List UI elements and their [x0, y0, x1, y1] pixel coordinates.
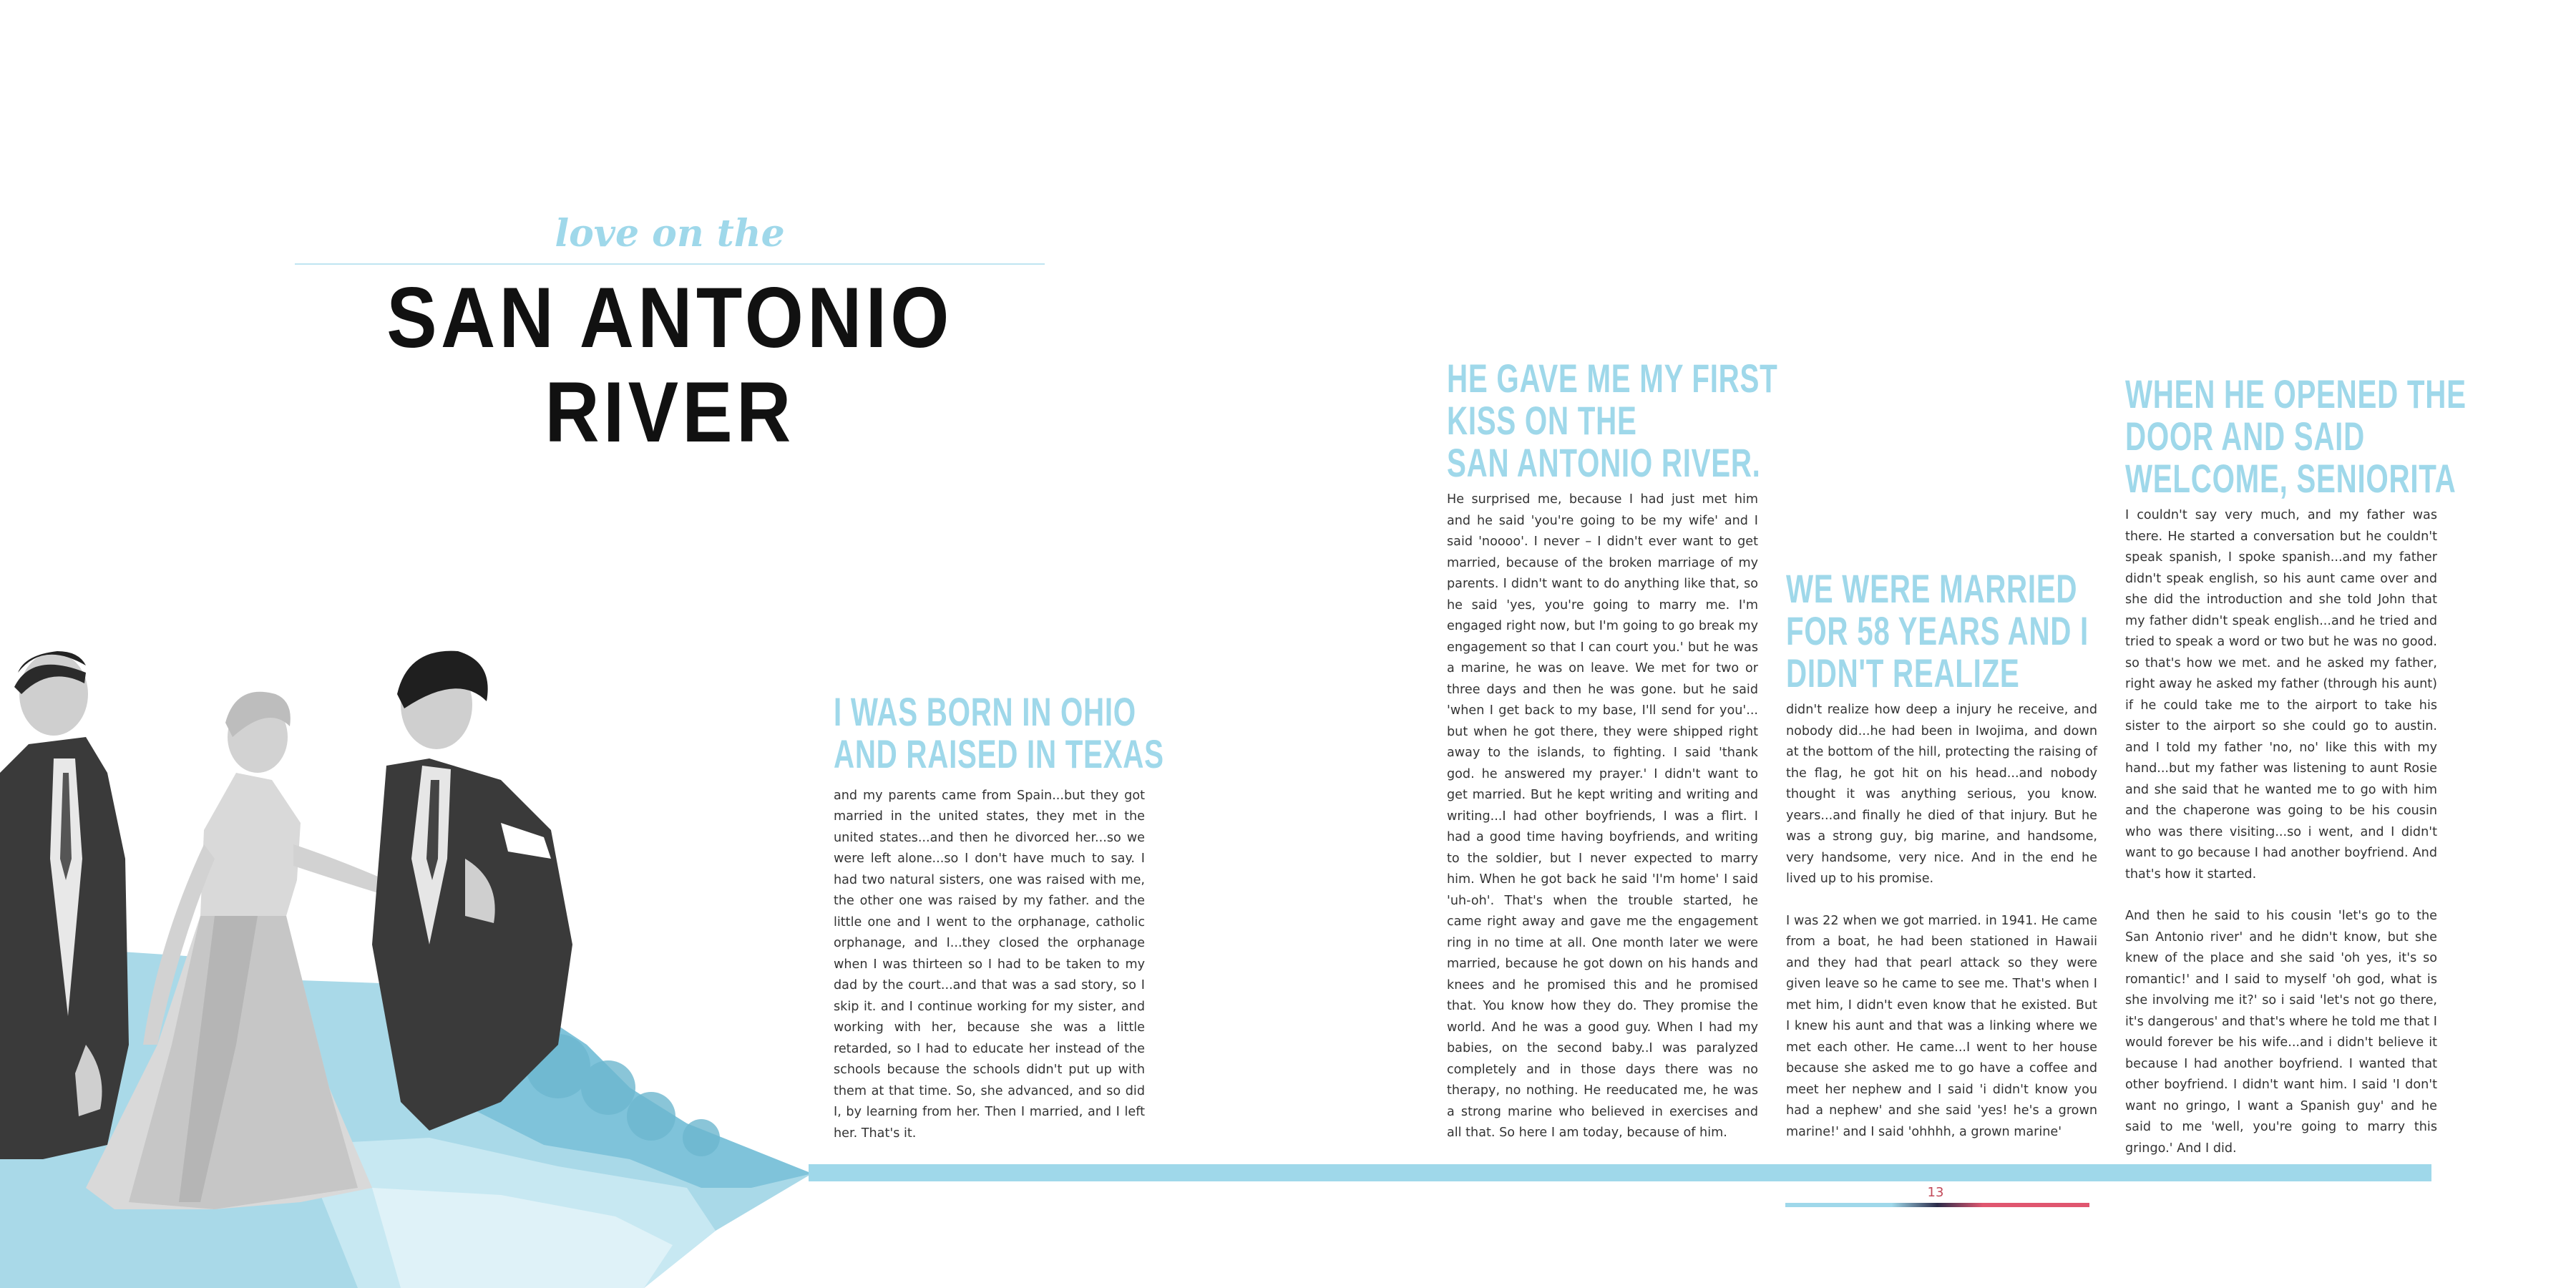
ground-bar — [809, 1164, 2431, 1181]
heading-line: WELCOME, SENIORITA — [2125, 455, 2457, 501]
page-title: SAN ANTONIO RIVER — [386, 270, 953, 460]
story-section-born-in-ohio — [834, 689, 1164, 1165]
section-body — [834, 786, 1145, 1145]
heading-line: FOR 58 YEARS AND I — [1786, 608, 2089, 653]
title-divider — [295, 263, 1045, 265]
section-heading — [1447, 356, 1778, 485]
heading-line: SAN ANTONIO RIVER. — [1447, 439, 1761, 485]
heading-line: DIDN'T REALIZE — [1786, 650, 2020, 696]
story-section-welcome-senorita — [2125, 371, 2467, 1180]
story-section-married-58-years — [1786, 568, 2097, 1163]
page-number-rule — [1785, 1203, 2089, 1207]
heading-line: I WAS BORN IN OHIO — [834, 689, 1136, 734]
section-body — [1786, 700, 2097, 1143]
heading-line: KISS ON THE — [1447, 397, 1637, 443]
body-paragraph: He surprised me, because I had just met him and he said 'you're going to be my wife' and I said 'noooo'. I never – I didn't ever want to get married, because of the broken marriage of my parents. I didn't want to do anything like that, so he said 'yes, you're going to marry me. I'm engaged right now, but I'm going to go break my engagement so that I can court you.' but he was a marine, he was on leave. We met for two or three days and then he was gone. but he said 'when I get back to my base, I'll send for you'... but when he got there, they were shipped right away to the islands, to fighting. I said 'thank god. he answered my prayer.' I didn't want to get married. But he kept writing and writing and writing...I had other boyfriends, I was a flirt. I had a good time having boyfriends, and writing to the soldier, but I never expected to marry him. When he got back he said 'I'm home' I said 'uh-oh'. That's when the trouble started, he came right away and gave me the engagement ring in no time at all. One month later we were married, because he got down on his hands and knees and he promised this and he promised that. You know how they do. They promise the world. And he was a good guy. When I had my babies, on the second baby..I was paralyzed completely and in those days there was no therapy, no nothing. He reeducated me, he was a strong marine who believed in exercises and all that. So here I am today, because of him. — [1447, 492, 1758, 1141]
section-heading — [834, 689, 1164, 776]
heading-line: AND RAISED IN TEXAS — [834, 731, 1164, 776]
body-paragraph: And then he said to his cousin 'let's go to the San Antonio river' and he didn't know, but she knew of the place and she said 'oh yes, it's so romantic!' and I said to myself 'oh god, what is she involving me it?' so i said 'let's not go there, it's dangerous' and that's where he told me that I would forever be his wife...and i didn't believe it because I had another boyfriend. I wanted that other boyfriend. I didn't want him. I said 'I don't want no gringo, I want a Spanish guy' and he said to me 'well, you're going to marry this gringo.' And I did. — [2125, 909, 2437, 1156]
section-heading — [2125, 371, 2467, 501]
heading-line: WHEN HE OPENED THE — [2125, 371, 2467, 416]
body-paragraph: I couldn't say very much, and my father was there. He started a conversation but he couldn't speak spanish, I spoke spanish...and my father didn't speak english, so his aunt came over and she did the introduction and she told John that my father didn't speak english...and he tried and tried to speak a word or two but he was no good. so that's how we met. and he asked my father, right away he asked my father (through his aunt) if he could take me to the airport to take his sister to the airport so she could go to austin. and I told my father 'no, no' like this with my hand...but my father was listening to aunt Rosie and she said that he wanted me to go with him and the chaperone was going to be his cousin who was there visiting...so i went, and I didn't want to go because I had another boyfriend. And that's how it started. — [2125, 508, 2437, 882]
heading-line: HE GAVE ME MY FIRST — [1447, 356, 1778, 401]
section-heading — [1786, 566, 2089, 696]
body-paragraph: I was 22 when we got married. in 1941. He came from a boat, he had been stationed in Hawaii and they had that pearl attack so they were given leave so he came to see me. That's when I met him, I didn't even know that he existed. But I knew his aunt and that was a linking where we met each other. He came...I went to her house because she asked me to go have a coffee and meet her nephew and I said 'i didn't know you had a nephew' and she said 'yes! he's a grown marine!' and I said 'ohhhh, a grown marine' — [1786, 913, 2097, 1139]
vintage-couple-river-illustration — [0, 644, 830, 1288]
section-body — [2125, 505, 2437, 1159]
heading-line: DOOR AND SAID — [2125, 413, 2365, 459]
body-paragraph: didn't realize how deep a injury he receive, and nobody did...he had been in Iwojima, and down at the bottom of the hill, protecting the raising of the flag, he got hit on his head...and nobody thought it was anything serious, you know. years...and finally he died of that injury. But he was a strong guy, big marine, and handsome, very handsome, very nice. And in the end he lived up to his promise. — [1786, 703, 2097, 887]
body-paragraph: and my parents came from Spain...but they got married in the united states, they met in the united states...and then he divorced her...so we were left alone...so I don't have much to say. I had two natural sisters, one was raised with me, the other one was raised by my father. and the little one and I went to the orphanage, catholic orphanage, and I...they closed the orphanage when I was thirteen so I had to be taken to my dad by the court...and that was a sad story, so I skip it. and I continue working for my sister, and working with her, because she was a little retarded, so I had to educate her instead of the schools because the schools didn't put up with them at that time. So, she advanced, and so did I, by learning from her. Then I married, and I left her. That's it. — [834, 788, 1145, 1141]
heading-line: WE WERE MARRIED — [1786, 566, 2078, 611]
story-section-first-kiss — [1447, 356, 1778, 1165]
section-body — [1447, 489, 1758, 1144]
title-kicker: love on the — [555, 212, 785, 255]
page-number: 13 — [1927, 1185, 1944, 1200]
